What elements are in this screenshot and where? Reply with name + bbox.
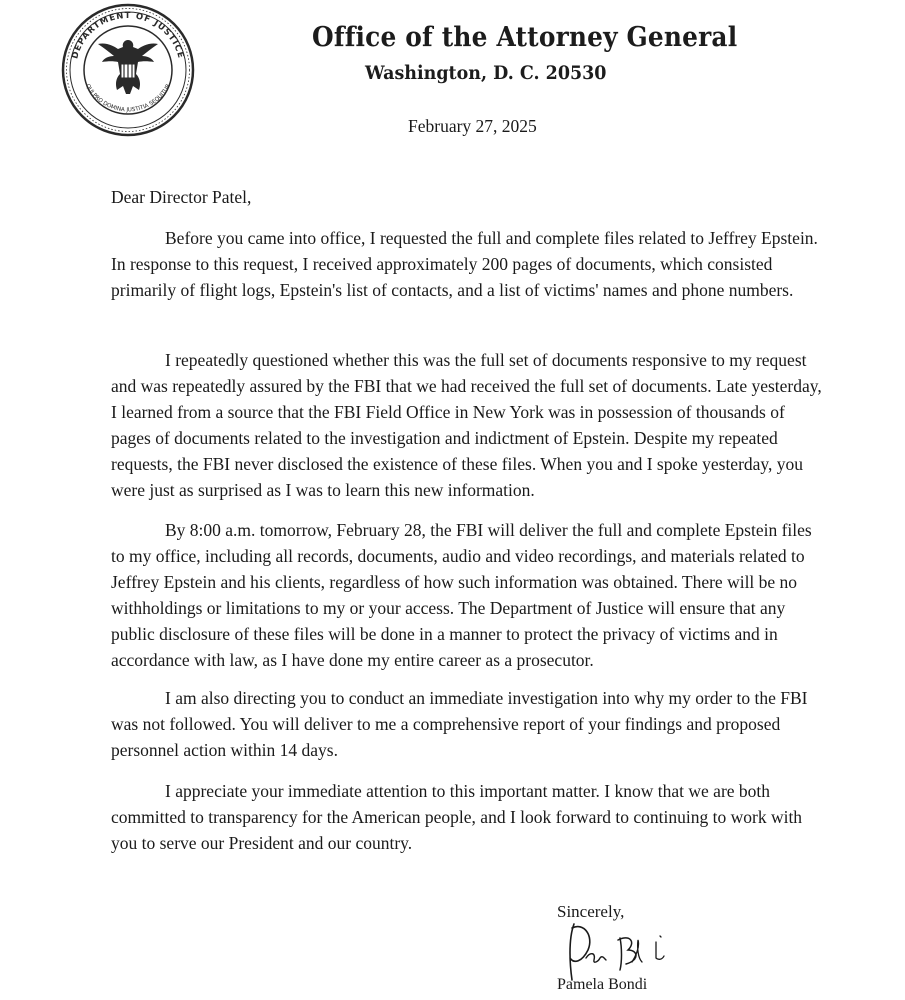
body-paragraph: By 8:00 a.m. tomorrow, February 28, the FBI will deliver the full and complete Epstein files to my office, including all records, documents, audio and video recordings, and materials related to Jeffrey Epstein and his clients, regardless of how such information was obtained. There will be no withholdings or limitations to my or your access. The Department of Justice will ensure that any public disclosure of these files will be done in a manner to protect the privacy of victims and in accordance with law, as I have done my entire career as a prosecutor. (111, 520, 812, 670)
body-paragraph: I am also directing you to conduct an immediate investigation into why my order to the FBI was not followed. You will deliver to me a comprehensive report of your findings and proposed personnel action within 14 days. (111, 688, 808, 760)
office-title: Office of the Attorney General (312, 22, 738, 53)
department-seal (60, 2, 196, 138)
letter-date: February 27, 2025 (408, 116, 537, 136)
eagle-icon (98, 40, 158, 94)
closing: Sincerely, (557, 902, 625, 921)
office-address: Washington, D. C. 20530 (365, 62, 607, 84)
body-paragraph: I repeatedly questioned whether this was the full set of documents responsive to my request and was repeatedly assured by the FBI that we had received the full set of documents. Late yesterday, I learned from a source that the FBI Field Office in New York was in possession of thousands of pages of documents related to the investigation and indictment of Epstein. Despite my repeated requests, the FBI never disclosed the existence of these files. When you and I spoke yesterday, you were just as surprised as I was to learn this new information. (111, 350, 822, 500)
body-paragraph: Before you came into office, I requested the full and complete files related to Jeffrey Epstein. In response to this request, I received approximately 200 pages of documents, which consisted primarily of flight logs, Epstein's list of contacts, and a list of victims' names and phone numbers. (111, 228, 818, 300)
signer-name: Pamela Bondi (557, 976, 648, 993)
seal-motto: QUI PRO DOMINA JUSTITIA SEQUITUR (84, 83, 172, 114)
seal-text: DEPARTMENT OF JUSTICE (70, 10, 186, 61)
salutation: Dear Director Patel, (111, 187, 252, 207)
body-paragraph: I appreciate your immediate attention to this important matter. I know that we are both committed to transparency for the American people, and I look forward to continuing to work with you to serve our President and our country. (111, 781, 803, 853)
